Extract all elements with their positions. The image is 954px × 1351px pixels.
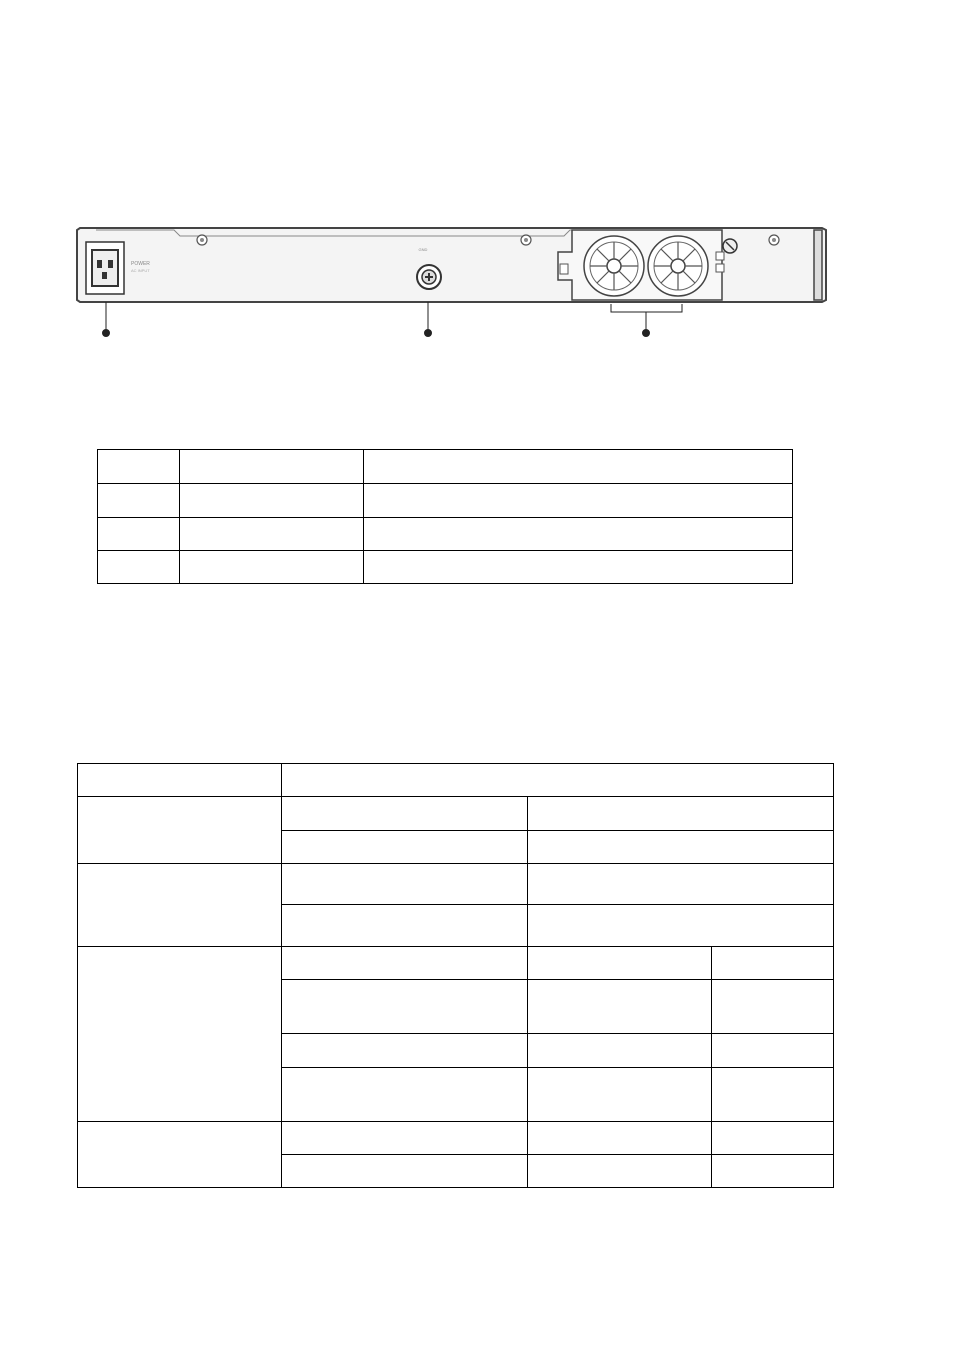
table-cell — [180, 518, 364, 551]
table-cell — [98, 450, 180, 484]
table-cell — [98, 551, 180, 584]
spec-table — [77, 763, 834, 1188]
table-row — [78, 764, 834, 797]
legend-table — [97, 449, 793, 584]
table-row — [98, 450, 793, 484]
table-cell — [78, 1122, 282, 1188]
ground-terminal-icon — [417, 265, 441, 289]
table-cell — [180, 551, 364, 584]
table-row — [98, 518, 793, 551]
table-row — [78, 1122, 834, 1155]
table-cell — [712, 947, 834, 980]
callout-dot-3 — [643, 330, 650, 337]
table-cell — [364, 518, 793, 551]
table-row — [78, 864, 834, 905]
table-cell — [528, 797, 834, 831]
table-cell — [712, 980, 834, 1034]
callout-dot-2 — [425, 330, 432, 337]
power-label: POWER — [131, 261, 150, 267]
table-cell — [528, 980, 712, 1034]
table-row — [78, 947, 834, 980]
table-row — [98, 484, 793, 518]
table-cell — [364, 551, 793, 584]
table-cell — [78, 864, 282, 947]
table-cell — [282, 905, 528, 947]
power-socket — [86, 242, 124, 294]
table-cell — [180, 484, 364, 518]
table-cell — [528, 864, 834, 905]
table-cell — [364, 484, 793, 518]
table-cell — [78, 797, 282, 864]
table-cell — [528, 831, 834, 864]
table-cell — [528, 1068, 712, 1122]
table-cell — [528, 905, 834, 947]
table-cell — [282, 1155, 528, 1188]
callouts — [103, 302, 683, 337]
fan-right-icon — [648, 236, 708, 296]
table-row — [78, 797, 834, 831]
table-cell — [78, 764, 282, 797]
table-cell — [528, 1155, 712, 1188]
table-cell — [98, 518, 180, 551]
table-cell — [98, 484, 180, 518]
table-cell — [528, 947, 712, 980]
fan-left-icon — [584, 236, 644, 296]
table-cell — [712, 1122, 834, 1155]
table-cell — [282, 947, 528, 980]
table-cell — [712, 1034, 834, 1068]
table-cell — [712, 1155, 834, 1188]
table-cell — [282, 1068, 528, 1122]
table-cell — [528, 1122, 712, 1155]
table-cell — [180, 450, 364, 484]
table-cell — [282, 1034, 528, 1068]
table-cell — [282, 1122, 528, 1155]
table-cell — [364, 450, 793, 484]
table-cell — [528, 1034, 712, 1068]
table-cell — [282, 764, 834, 797]
table-cell — [282, 797, 528, 831]
table-cell — [78, 947, 282, 1122]
table-row — [98, 551, 793, 584]
table-cell — [282, 980, 528, 1034]
table-cell — [282, 864, 528, 905]
callout-dot-1 — [103, 330, 110, 337]
ground-label: GND — [418, 247, 428, 252]
table-cell — [712, 1068, 834, 1122]
power-sub-label: AC INPUT — [131, 268, 150, 273]
table-cell — [282, 831, 528, 864]
rear-panel-figure — [74, 222, 832, 344]
